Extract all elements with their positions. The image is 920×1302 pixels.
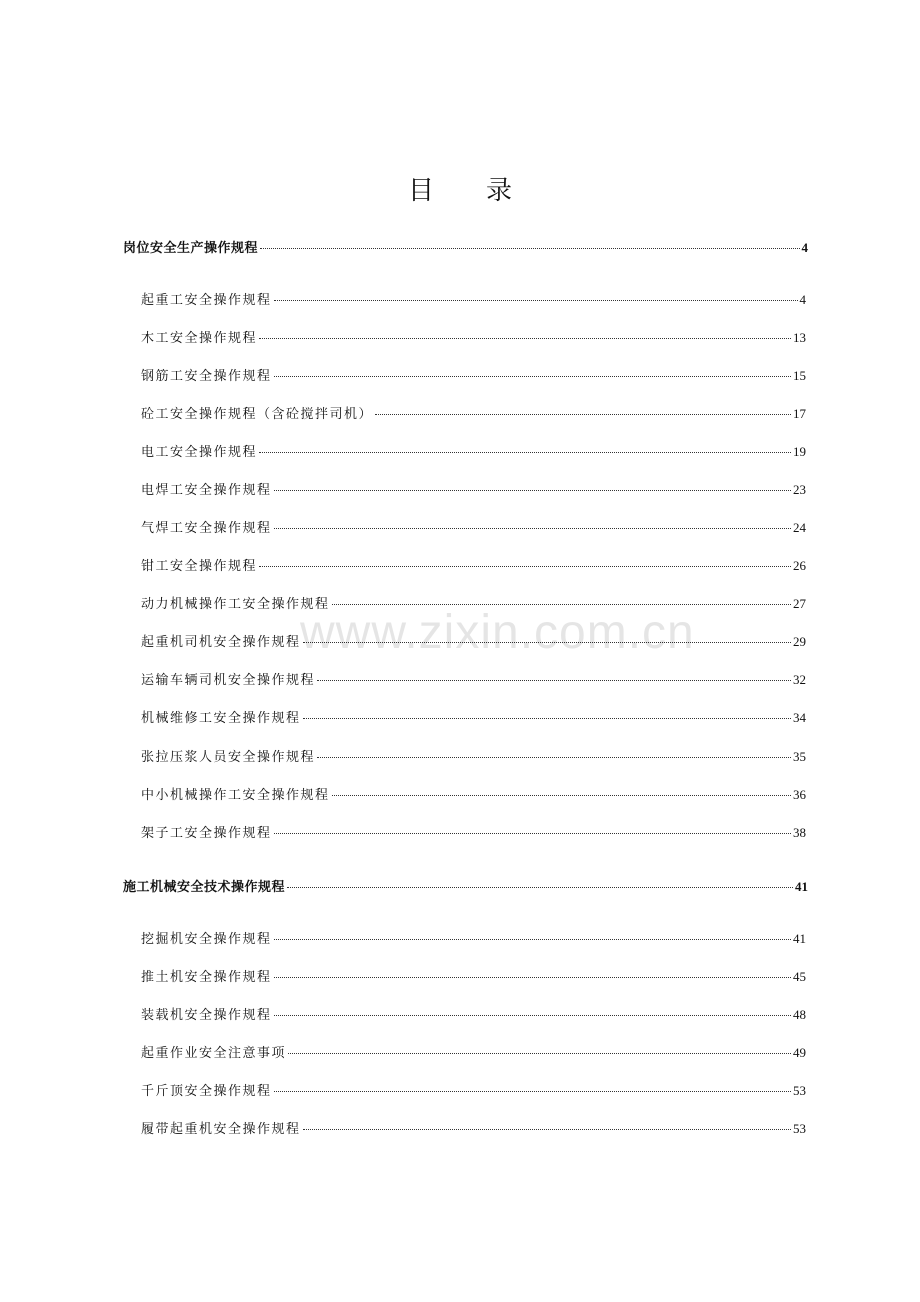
watermark: www.zixin.com.cn [300, 606, 695, 659]
toc-entry[interactable] [141, 631, 806, 650]
toc-entry[interactable] [141, 479, 806, 498]
toc-page-number: 38 [793, 825, 806, 840]
toc-page-number: 26 [793, 558, 806, 573]
toc-entry-label: 木工安全操作规程 [141, 331, 258, 346]
toc-entry[interactable] [141, 1042, 806, 1061]
toc-page-number: 4 [799, 292, 806, 307]
toc-entry-label: 起重工安全操作规程 [141, 293, 272, 308]
toc-entry[interactable] [141, 517, 806, 536]
toc-entry[interactable] [141, 1080, 806, 1099]
toc-entry[interactable] [141, 365, 806, 384]
toc-entry[interactable] [141, 822, 806, 841]
toc-section-heading[interactable] [123, 237, 808, 256]
page-title: 目录 [407, 176, 564, 206]
toc-page-number: 41 [793, 931, 806, 946]
toc-entry[interactable] [141, 669, 806, 688]
toc-entry-label: 钢筋工安全操作规程 [141, 369, 272, 384]
toc-entry-label: 千斤顶安全操作规程 [141, 1084, 272, 1099]
toc-page-number: 48 [793, 1007, 806, 1022]
toc-entry-label: 起重作业安全注意事项 [141, 1046, 287, 1061]
toc-entry[interactable] [141, 1118, 806, 1137]
toc-leader-dots [274, 939, 791, 940]
toc-page-number: 4 [801, 240, 808, 255]
toc-entry[interactable] [141, 593, 806, 612]
toc-entry-label: 气焊工安全操作规程 [141, 521, 272, 536]
toc-entry[interactable] [141, 928, 806, 947]
toc-page-number: 23 [793, 482, 806, 497]
toc-leader-dots [274, 1091, 791, 1092]
toc-entry-label: 推土机安全操作规程 [141, 970, 272, 985]
toc-page-number: 41 [795, 879, 808, 894]
toc-leader-dots [303, 642, 791, 643]
toc-leader-dots [287, 887, 793, 888]
toc-leader-dots [274, 1015, 791, 1016]
toc-entry[interactable] [141, 707, 806, 726]
toc-entry-label: 电焊工安全操作规程 [141, 483, 272, 498]
toc-leader-dots [274, 977, 791, 978]
toc-leader-dots [375, 414, 791, 415]
toc-entry-label: 运输车辆司机安全操作规程 [141, 673, 316, 688]
toc-entry[interactable] [141, 327, 806, 346]
toc-leader-dots [303, 1129, 791, 1130]
toc-page-number: 19 [793, 444, 806, 459]
toc-entry-label: 中小机械操作工安全操作规程 [141, 788, 330, 803]
toc-leader-dots [317, 680, 791, 681]
toc-entry-label: 砼工安全操作规程（含砼搅拌司机） [141, 407, 374, 422]
toc-leader-dots [332, 795, 791, 796]
toc-entry-label: 电工安全操作规程 [141, 445, 258, 460]
toc-page-number: 17 [793, 406, 806, 421]
toc-leader-dots [317, 757, 791, 758]
toc-entry[interactable] [141, 1004, 806, 1023]
toc-entry[interactable] [141, 289, 806, 308]
toc-page-number: 34 [793, 710, 806, 725]
toc-entry[interactable] [141, 555, 806, 574]
toc-leader-dots [260, 248, 799, 249]
toc-page-number: 29 [793, 634, 806, 649]
toc-leader-dots [288, 1053, 791, 1054]
toc-leader-dots [274, 833, 791, 834]
toc-section-label: 岗位安全生产操作规程 [123, 241, 259, 256]
toc-entry-label: 机械维修工安全操作规程 [141, 711, 301, 726]
toc-page-number: 15 [793, 368, 806, 383]
toc-page-number: 49 [793, 1045, 806, 1060]
toc-entry[interactable] [141, 966, 806, 985]
toc-leader-dots [274, 528, 791, 529]
toc-entry[interactable] [141, 784, 806, 803]
toc-leader-dots [259, 338, 791, 339]
toc-entry-label: 张拉压浆人员安全操作规程 [141, 750, 316, 765]
toc-leader-dots [274, 490, 791, 491]
toc-section-heading[interactable] [123, 876, 808, 895]
toc-leader-dots [259, 452, 791, 453]
toc-entry-label: 履带起重机安全操作规程 [141, 1122, 301, 1137]
toc-page-number: 27 [793, 596, 806, 611]
toc-page-number: 13 [793, 330, 806, 345]
toc-page-number: 53 [793, 1121, 806, 1136]
toc-page-number: 53 [793, 1083, 806, 1098]
toc-leader-dots [274, 376, 791, 377]
toc-page-number: 36 [793, 787, 806, 802]
toc-page-number: 24 [793, 520, 806, 535]
toc-entry-label: 起重机司机安全操作规程 [141, 635, 301, 650]
toc-entry-label: 架子工安全操作规程 [141, 826, 272, 841]
toc-entry[interactable] [141, 403, 806, 422]
toc-entry-label: 动力机械操作工安全操作规程 [141, 597, 330, 612]
toc-leader-dots [259, 566, 791, 567]
toc-leader-dots [332, 604, 791, 605]
toc-leader-dots [274, 300, 798, 301]
toc-page-number: 45 [793, 969, 806, 984]
toc-leader-dots [303, 718, 791, 719]
toc-entry-label: 钳工安全操作规程 [141, 559, 258, 574]
toc-entry[interactable] [141, 746, 806, 765]
toc-entry[interactable] [141, 441, 806, 460]
toc-section-label: 施工机械安全技术操作规程 [123, 880, 286, 895]
toc-page-number: 32 [793, 672, 806, 687]
toc-entry-label: 装载机安全操作规程 [141, 1008, 272, 1023]
toc-entry-label: 挖掘机安全操作规程 [141, 932, 272, 947]
toc-page-number: 35 [793, 749, 806, 764]
